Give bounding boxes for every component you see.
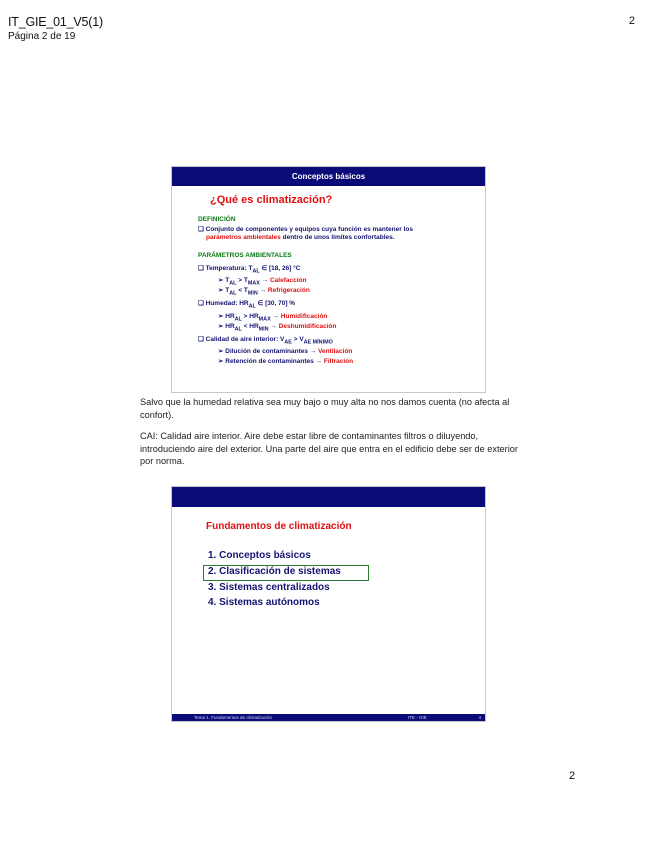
refrigeracion-sub1: AL: [229, 290, 237, 297]
calidad-aire-mid: > V: [291, 336, 304, 343]
calidad-aire-filtracion: [218, 358, 353, 366]
temperatura-refrigeracion: [218, 287, 310, 297]
refrigeracion-sub2: MIN: [247, 290, 258, 297]
page-indicator: Página 2 de 19: [8, 31, 76, 42]
calefaccion-result: Calefacción: [269, 277, 307, 284]
calefaccion-sub2: MAX: [247, 280, 260, 287]
humedad-line: [198, 300, 295, 310]
deshumidificacion-mid: < HR: [241, 323, 259, 330]
document-title: IT_GIE_01_V5(1): [8, 15, 103, 29]
definicion-heading: DEFINICIÓN: [198, 216, 236, 223]
humidificacion-sub1: AL: [234, 316, 242, 323]
slide2-title-bar: [172, 487, 485, 507]
slide2-footer-bar: [172, 714, 485, 721]
humidificacion-arrow: →: [270, 313, 281, 320]
refrigeracion-result: Refrigeración: [267, 287, 310, 294]
filtracion-cond: ➢ Retención de contaminantes →: [218, 358, 324, 365]
definicion-line-2-rest: dentro de unos límites confortables.: [280, 234, 395, 241]
temperatura-calefaccion: [218, 277, 306, 287]
slide2-footer-mid: ITE - GIE: [408, 715, 427, 720]
calidad-aire-ventilacion: [218, 348, 352, 356]
humidificacion-result: Humidificación: [280, 313, 328, 320]
toc-item-1: 1. Conceptos básicos: [208, 550, 311, 561]
calidad-aire-label: ❑ Calidad de aire interior: V: [198, 336, 285, 343]
note-cai: CAI: Calidad aire interior. Aire debe estar libre de contaminantes filtros o diluyendo, introduciendo aire del exterior. Una parte del aire que entra en el edificio debe ser de exterior por norma.: [140, 431, 518, 466]
slide-conceptos-basicos: [171, 166, 486, 393]
humedad-deshumidificacion: [218, 323, 337, 333]
refrigeracion-arrow: →: [257, 287, 268, 294]
definicion-line-1: ❑ Conjunto de componentes y equipos cuya función es mantener los: [198, 226, 413, 233]
humidificacion-cond: ➢ HR: [218, 313, 235, 320]
toc-item-4: 4. Sistemas autónomos: [208, 597, 320, 608]
temperatura-label: ❑ Temperatura: T: [198, 265, 253, 272]
deshumidificacion-arrow: →: [268, 323, 279, 330]
calidad-aire-sub1: AE: [284, 339, 292, 346]
calidad-aire-line: [198, 336, 333, 346]
humedad-sub: AL: [248, 303, 256, 310]
humedad-range: ∈ [30, 70] %: [255, 300, 296, 307]
temperatura-range: ∈ [18, 26] °C: [259, 265, 301, 272]
temperatura-line: [198, 265, 300, 275]
temperatura-sub: AL: [252, 268, 260, 275]
footer-page-number: 2: [569, 770, 576, 782]
humidificacion-mid: > HR: [241, 313, 259, 320]
header-page-number: 2: [628, 15, 635, 27]
slide-heading: ¿Qué es climatización?: [210, 194, 333, 206]
refrigeracion-mid: < T: [236, 287, 248, 294]
calefaccion-cond: ➢ T: [218, 277, 230, 284]
calefaccion-mid: > T: [236, 277, 248, 284]
filtracion-result: Filtración: [323, 358, 354, 365]
humedad-label: ❑ Humedad: HR: [198, 300, 249, 307]
toc-item-3: 3. Sistemas centralizados: [208, 582, 330, 593]
ventilacion-cond: ➢ Dilución de contaminantes →: [218, 348, 319, 355]
slide2-footer-left: Tema 1. Fundamentos de climatización: [194, 715, 273, 720]
slide2-heading: Fundamentos de climatización: [206, 521, 352, 532]
note-humedad: Salvo que la humedad relativa sea muy bajo o muy alta no nos damos cuenta (no afecta al confort).: [140, 397, 510, 420]
slide-fundamentos: [171, 486, 486, 722]
calefaccion-sub1: AL: [229, 280, 237, 287]
definicion-line-2: [206, 234, 395, 242]
refrigeracion-cond: ➢ T: [218, 287, 230, 294]
humidificacion-sub2: MAX: [258, 316, 271, 323]
calefaccion-arrow: →: [259, 277, 270, 284]
humedad-humidificacion: [218, 313, 327, 323]
toc-item-2: 2. Clasificación de sistemas: [208, 566, 341, 577]
deshumidificacion-result: Deshumidificación: [278, 323, 337, 330]
calidad-aire-sub2: AE MÍNIMO: [303, 339, 333, 346]
deshumidificacion-cond: ➢ HR: [218, 323, 235, 330]
ventilacion-result: Ventilación: [318, 348, 353, 355]
slide2-footer-page: 4: [478, 715, 481, 720]
parametros-ambientales-highlight: parámetros ambientales: [206, 234, 281, 241]
slide-title-bar: Conceptos básicos: [172, 167, 485, 186]
deshumidificacion-sub2: MIN: [258, 326, 269, 333]
parametros-heading: PARÁMETROS AMBIENTALES: [198, 252, 292, 259]
deshumidificacion-sub1: AL: [234, 326, 242, 333]
